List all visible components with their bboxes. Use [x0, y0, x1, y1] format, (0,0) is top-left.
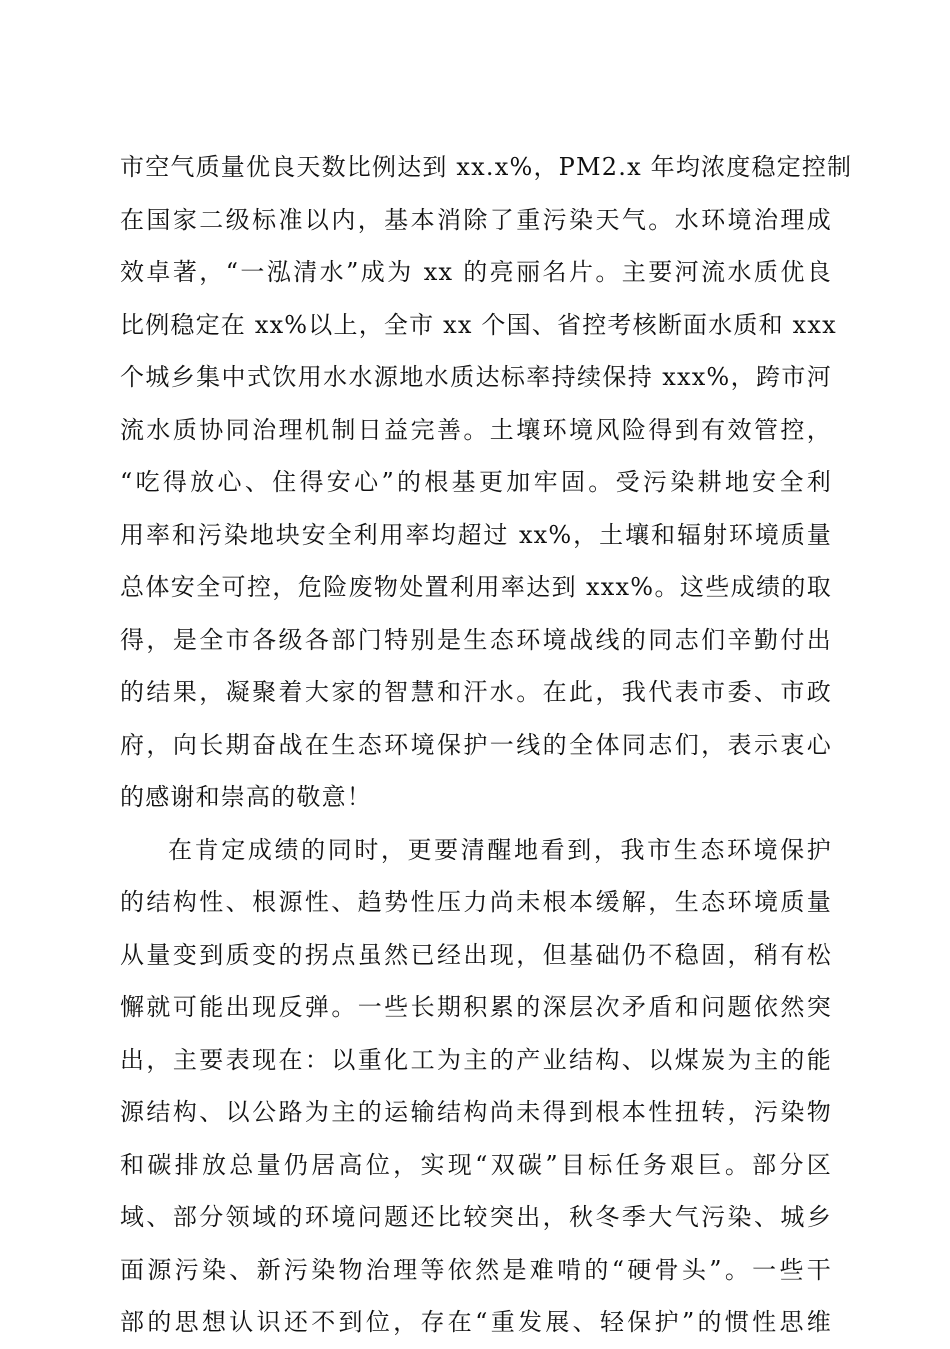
- text-line: 源结构、以公路为主的运输结构尚未得到根本性扭转，污染物: [120, 1098, 832, 1126]
- text-line: 府，向长期奋战在生态环境保护一线的全体同志们，表示衷心: [120, 730, 832, 759]
- text-line: 的结构性、根源性、趋势性压力尚未根本缓解，生态环境质量: [120, 888, 832, 916]
- text-line: 域、部分领域的环境问题还比较突出，秋冬季大气污染、城乡: [120, 1203, 832, 1231]
- text-line: 从量变到质变的拐点虽然已经出现，但基础仍不稳固，稍有松: [120, 940, 832, 969]
- body-text: [120, 141, 853, 1349]
- text-line: 出，主要表现在：以重化工为主的产业结构、以煤炭为主的能: [120, 1045, 832, 1074]
- text-line: 在国家二级标准以内，基本消除了重污染天气。水环境治理成: [120, 205, 832, 234]
- text-line: 懈就可能出现反弹。一些长期积累的深层次矛盾和问题依然突: [120, 993, 832, 1021]
- paragraph-challenges: [120, 824, 832, 1349]
- paragraph-achievements: [120, 141, 853, 824]
- text-line: 用率和污染地块安全利用率均超过 xx%，土壤和辐射环境质量: [120, 520, 832, 549]
- text-line: 面源污染、新污染物治理等依然是难啃的“硬骨头”。一些干: [120, 1255, 832, 1284]
- text-line: 流水质协同治理机制日益完善。土壤环境风险得到有效管控，: [120, 415, 832, 444]
- text-line: 部的思想认识还不到位，存在“重发展、轻保护”的惯性思维: [120, 1308, 832, 1336]
- text-line: 个城乡集中式饮用水水源地水质达标率持续保持 xxx%，跨市河: [120, 363, 832, 391]
- text-line: 得，是全市各级各部门特别是生态环境战线的同志们辛勤付出: [120, 625, 832, 654]
- text-line: 在肯定成绩的同时，更要清醒地看到，我市生态环境保护: [168, 835, 832, 864]
- text-line: 比例稳定在 xx%以上，全市 xx 个国、省控考核断面水质和 xxx: [120, 310, 837, 339]
- text-line: “吃得放心、住得安心”的根基更加牢固。受污染耕地安全利: [120, 468, 832, 496]
- text-line: 总体安全可控，危险废物处置利用率达到 xxx%。这些成绩的取: [120, 573, 832, 601]
- text-line: 和碳排放总量仍居高位，实现“双碳”目标任务艰巨。部分区: [120, 1150, 832, 1179]
- text-line: 的感谢和崇高的敬意！: [120, 783, 372, 811]
- text-line: 的结果，凝聚着大家的智慧和汗水。在此，我代表市委、市政: [120, 678, 832, 706]
- text-line: 效卓著，“一泓清水”成为 xx 的亮丽名片。主要河流水质优良: [120, 258, 832, 286]
- text-line: 市空气质量优良天数比例达到 xx.x%，PM2.x 年均浓度稳定控制: [120, 153, 853, 181]
